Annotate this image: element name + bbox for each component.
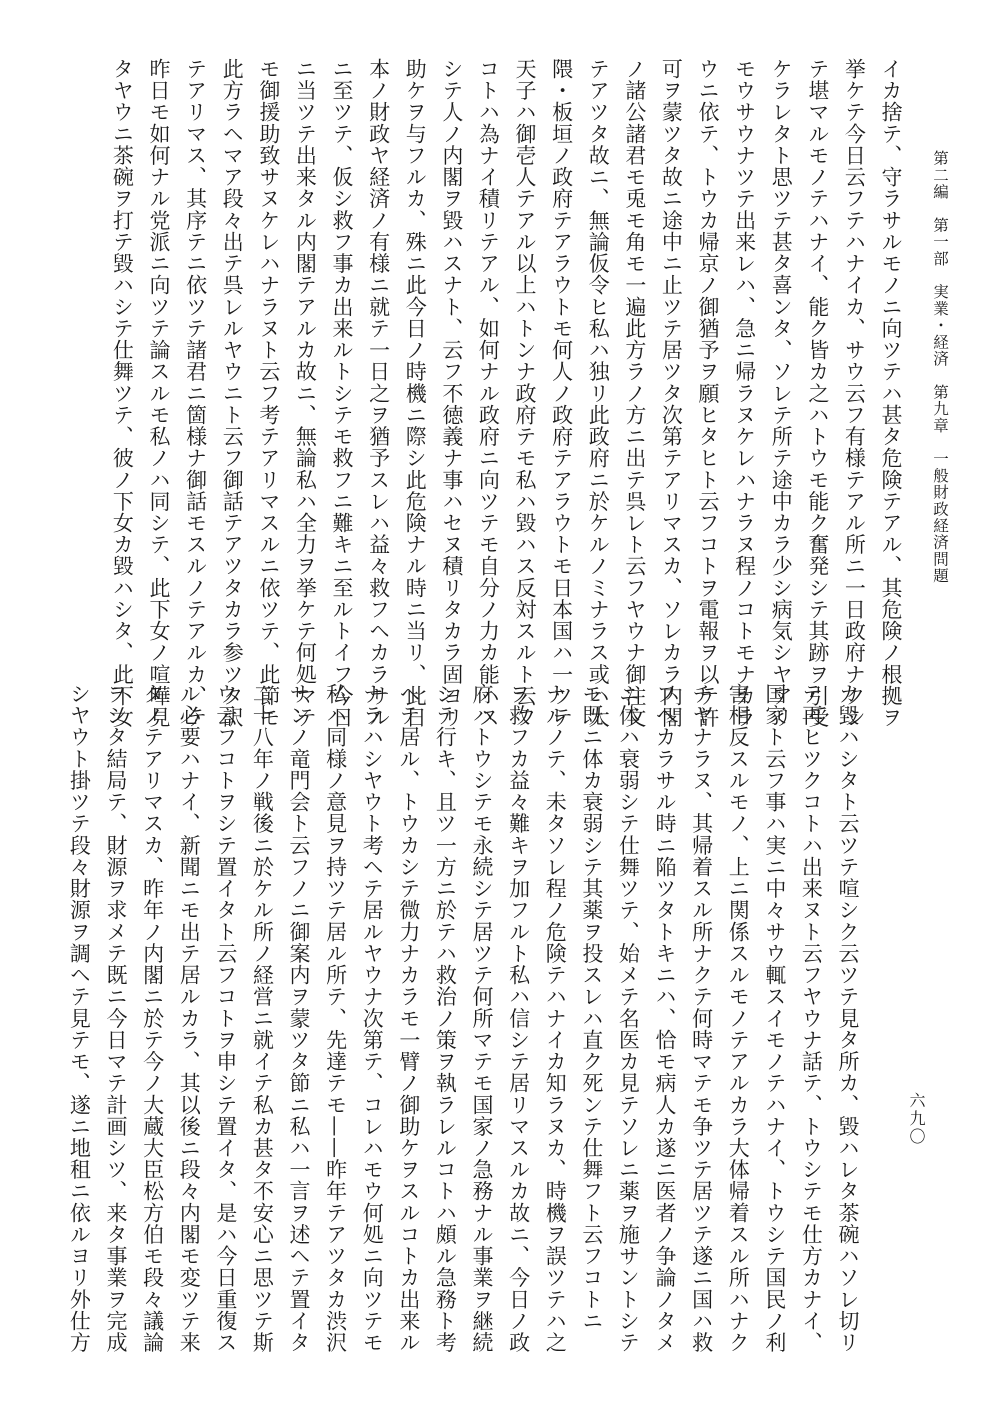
text-column: タヤウニ茶碗ヲ打テ毀ハシテ仕舞ツテ、彼ノ下女カ毀ハシタ、此下女	[110, 58, 135, 729]
page-number: 六九〇	[907, 1092, 926, 1146]
text-column: 府ハトウシテモ永続シテ居ツテ何所マテモ国家ノ急務ナル事業ヲ継続	[470, 683, 494, 1354]
text-column: ノ諸公諸君モ兎モ角モ一遍此方ラノ方ニ出テ呉レト云フヤウナ御注文	[622, 58, 647, 729]
text-column: 害相反スルモノ、上ニ関係スルモノテアルカラ大体帰着スル所ハナク	[726, 683, 751, 1354]
text-column: モ既ニ体カ衰弱シテ其薬ヲ投スレハ直ク死ンテ仕舞フト云フコトニ	[579, 683, 604, 1332]
text-column: 二十八年ノ戦後ニ於ケル所ノ経営ニ就イテ私カ甚タ不安心ニ思ツテ斯	[250, 683, 275, 1354]
text-column: チヤナラヌ、其帰着スル所ナクテ何時マテモ争ツテ居ツテ遂ニ国ハ救	[689, 683, 714, 1354]
text-column: 挙ケテ今日云フテハナイカ、サウ云フ有様テアル所ニ一日政府ナクシ	[842, 58, 867, 729]
text-column: モウサウナツテ出来レハ、急ニ帰ラヌケレハナラヌ程ノコトモナカラ	[732, 58, 757, 729]
text-column: ウニ依テ、トウカ帰京ノ御猶予ヲ願ヒタヒト云フコトヲ電報ヲ以テ許	[696, 58, 720, 729]
text-column: テ再ヒツクコトハ出来ヌト云フヤウナ話テ、トウシテモ仕方カナイ、	[799, 683, 824, 1354]
text-column: タノテアリマスカ、昨年ノ内閣ニ於テ今ノ大蔵大臣松方伯モ段々議論	[140, 683, 165, 1354]
text-column: テアリマス、其序テニ依ツテ諸君ニ箇様ナ御話モスルノテアルカ、テ	[183, 58, 208, 729]
running-head: 第二編 第一部 実業・経済 第九章 一般財政経済問題	[931, 150, 949, 585]
text-column: カ毀ハシタト云ツテ喧シク云ツテ見タ所カ、毀ハレタ茶碗ハソレ切リ	[836, 683, 860, 1354]
text-column: 天子ハ御壱人テアル以上ハトンナ政府テモ私ハ毀ハス反対スルト云フ	[513, 58, 537, 729]
text-column: ニ至ツテ、仮シ救フ事カ出来ルトシテモ救フニ難キニ至ルトイフ今日	[330, 58, 354, 729]
text-column: テアツタ故ニ、無論仮令ヒ私ハ独リ此政府ニ於ケルノミナラス或ハ大	[586, 58, 611, 729]
text-column: ヲ救フカ益々難キヲ加フルト私ハ信シテ居リマスルカ故ニ、今日ノ政	[506, 683, 531, 1354]
text-column: ヘテ居ル、トウカシテ微力ナカラモ一臂ノ御助ケヲスルコトカ出来ル	[396, 683, 421, 1354]
text-column: 国家ト云フ事ハ実ニ中々サウ輒スイモノテハナイ、トウシテ国民ノ利	[762, 683, 787, 1354]
text-column: ヲシタ結局テ、財源ヲ求メテ既ニ今日マテ計画シツ、来タ事業ヲ完成	[104, 683, 128, 1354]
text-column: 此方ラヘマア段々出テ呉レルヤウニト云フ御話テアツタカラ参ツタ訳	[220, 58, 245, 729]
text-column: 本ノ財政ヤ経済ノ有様ニ就テ一日之ヲ猶予スレハ益々救フヘカラサル	[366, 58, 391, 729]
text-column: ニ体ハ衰弱シテ仕舞ツテ、始メテ名医カ見テソレニ薬ヲ施サントシテ	[616, 683, 641, 1354]
text-column: イカ捨テ、守ラサルモノニ向ツテハ甚タ危険テアル、其危険ノ根拠ヲ	[879, 58, 903, 729]
text-column: ケラレタト思ツテ甚タ喜ンタ、ソレテ所テ途中カラ少シ病気シヤアリ	[769, 58, 794, 729]
text-column: シヤウト掛ツテ段々財源ヲ調ヘテ見テモ、遂ニ地租ニ依ルヨリ外仕方	[67, 683, 92, 1354]
text-column: ニ当ツテ出来タル内閣テアルカ故ニ、無論私ハ全力ヲ挙ケテ何処マテ	[293, 58, 318, 729]
text-column: ル必要ハナイ、新聞ニモ出テ居ルカラ、其以後ニ段々内閣モ変ツテ来	[177, 683, 202, 1354]
text-column: サンノ竜門会ト云フノニ御案内ヲ蒙ツタ節ニ私ハ一言ヲ述ヘテ置イタ	[287, 683, 311, 1354]
text-column: シテ人ノ内閣ヲ毀ハスナト、云フ不徳義ナ事ハセヌ積リタカラ固ヨリ	[439, 58, 464, 729]
text-column: 可ヲ蒙ツタ故ニ途中ニ止ツテ居ツタ次第テアリマスカ、ソレカラ内閣	[659, 58, 684, 729]
text-column: フヘカラサル時ニ陥ツタトキニハ、恰モ病人カ遂ニ医者ノ争論ノタメ	[653, 683, 677, 1354]
text-column: 隈・板垣ノ政府テアラウトモ何人ノ政府テアラウトモ日本国ハ一ツテ	[549, 58, 574, 729]
text-column: モ御援助致サヌケレハナラヌト云フ考テアリマスルニ依ツテ、此節モ	[256, 58, 281, 729]
text-column: ナラハシヤウト考ヘテ居ルヤウナ次第テ、コレハモウ何処ニ向ツテモ	[360, 683, 385, 1354]
text-column: 私ハ同様ノ意見ヲ持ツテ居ル所テ、先達テモ——昨年テアツタカ渋沢	[323, 683, 348, 1354]
text-column: ウ云フコトヲシテ置イタト云フコトヲ申シテ置イタ、是ハ今日重復ス	[213, 683, 238, 1354]
text-column: コトハ為ナイ積リテアル、如何ナル政府ニ向ツテモ自分ノ力カ能ハス	[476, 58, 501, 729]
text-column: シテ行キ、且ツ一方ニ於テハ救治ノ策ヲ執ラレルコトハ頗ル急務ト考	[433, 683, 458, 1354]
text-column: 助ケヲ与フルカ、殊ニ此今日ノ時機ニ際シ此危険ナル時ニ当リ、此日	[403, 58, 428, 729]
text-column: テ堪マルモノテハナイ、能ク皆カ之ハトウモ能ク奮発シテ其跡ヲ引受	[805, 58, 830, 729]
text-column: 昨日モ如何ナル党派ニ向ツテ論スルモ私ノハ同シテ、此下女ノ喧嘩見	[147, 58, 171, 729]
text-column: ナルノテ、未タソレ程ノ危険テハナイカ知ラヌカ、時機ヲ誤ツテハ之	[543, 683, 568, 1354]
